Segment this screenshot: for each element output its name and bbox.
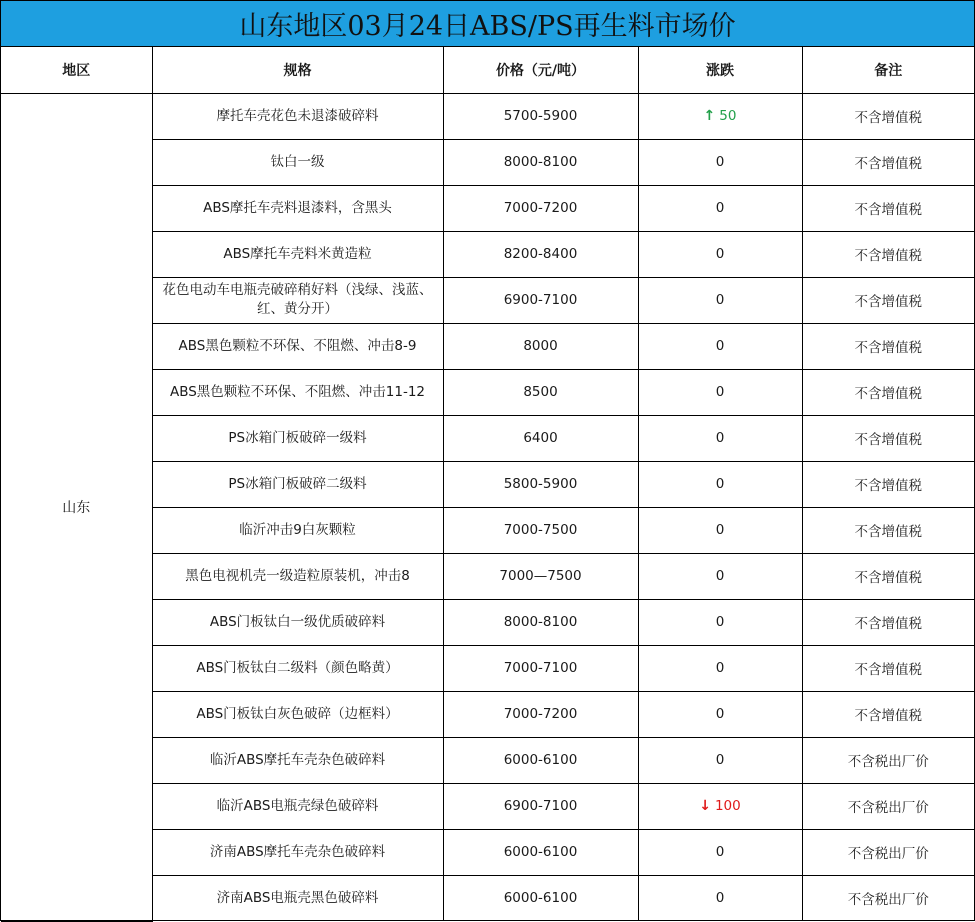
header-note: 备注 [802,47,974,93]
spec-cell: 钛白一级 [152,139,443,185]
change-cell: 0 [638,737,802,783]
note-cell: 不含增值税 [802,323,974,369]
note-cell: 不含增值税 [802,645,974,691]
change-cell: 0 [638,369,802,415]
price-cell: 8000-8100 [443,599,638,645]
price-cell: 8500 [443,369,638,415]
spec-cell: 摩托车壳花色未退漆破碎料 [152,93,443,139]
price-cell: 6000-6100 [443,829,638,875]
spec-cell: ABS门板钛白一级优质破碎料 [152,599,443,645]
header-change: 涨跌 [638,47,802,93]
price-cell: 6900-7100 [443,783,638,829]
spec-cell: 济南ABS摩托车壳杂色破碎料 [152,829,443,875]
price-cell: 5800-5900 [443,461,638,507]
note-cell: 不含增值税 [802,139,974,185]
spec-cell: ABS门板钛白二级料（颜色略黄） [152,645,443,691]
note-cell: 不含增值税 [802,691,974,737]
region-cell: 山东 [1,93,152,921]
spec-cell: 黑色电视机壳一级造粒原装机，冲击8 [152,553,443,599]
note-cell: 不含增值税 [802,185,974,231]
change-cell [638,783,802,829]
price-table [1,47,974,922]
price-cell: 8000-8100 [443,139,638,185]
price-cell: 6400 [443,415,638,461]
change-cell: 0 [638,461,802,507]
change-cell: 0 [638,507,802,553]
note-cell: 不含增值税 [802,553,974,599]
note-cell: 不含增值税 [802,277,974,323]
spec-cell: ABS黑色颗粒不环保、不阻燃、冲击8-9 [152,323,443,369]
table-row [1,93,974,139]
note-cell: 不含增值税 [802,369,974,415]
note-cell: 不含增值税 [802,507,974,553]
price-cell: 7000—7500 [443,553,638,599]
spec-cell: PS冰箱门板破碎一级料 [152,415,443,461]
note-cell: 不含税出厂价 [802,875,974,921]
change-cell: 0 [638,691,802,737]
note-cell: 不含增值税 [802,415,974,461]
spec-cell: ABS黑色颗粒不环保、不阻燃、冲击11-12 [152,369,443,415]
arrow-up-icon: ↑ [703,108,716,124]
note-cell: 不含增值税 [802,599,974,645]
price-cell: 6000-6100 [443,737,638,783]
change-cell: 0 [638,277,802,323]
price-cell: 5700-5900 [443,93,638,139]
header-price: 价格（元/吨） [443,47,638,93]
price-cell: 7000-7500 [443,507,638,553]
spec-cell: 临沂ABS摩托车壳杂色破碎料 [152,737,443,783]
note-cell: 不含增值税 [802,231,974,277]
change-cell [638,93,802,139]
note-cell: 不含增值税 [802,93,974,139]
change-cell: 0 [638,645,802,691]
change-cell: 0 [638,231,802,277]
price-cell: 7000-7100 [443,645,638,691]
note-cell: 不含税出厂价 [802,737,974,783]
header-row [1,47,974,93]
change-cell: 0 [638,599,802,645]
spec-cell: ABS摩托车壳料米黄造粒 [152,231,443,277]
note-cell: 不含税出厂价 [802,829,974,875]
change-cell: 0 [638,323,802,369]
spec-cell: PS冰箱门板破碎二级料 [152,461,443,507]
spec-cell: ABS门板钛白灰色破碎（边框料） [152,691,443,737]
price-cell: 8000 [443,323,638,369]
sheet-title: 山东地区03月24日ABS/PS再生料市场价 [1,1,974,47]
change-cell: 0 [638,553,802,599]
spec-cell: ABS摩托车壳料退漆料，含黑头 [152,185,443,231]
price-cell: 6900-7100 [443,277,638,323]
spec-cell: 临沂ABS电瓶壳绿色破碎料 [152,783,443,829]
change-cell: 0 [638,185,802,231]
spec-cell: 花色电动车电瓶壳破碎稍好料（浅绿、浅蓝、红、黄分开） [152,277,443,323]
price-cell: 7000-7200 [443,185,638,231]
header-spec: 规格 [152,47,443,93]
price-cell: 8200-8400 [443,231,638,277]
spec-cell: 临沂冲击9白灰颗粒 [152,507,443,553]
note-cell: 不含增值税 [802,461,974,507]
price-cell: 7000-7200 [443,691,638,737]
note-cell: 不含税出厂价 [802,783,974,829]
change-cell: 0 [638,139,802,185]
change-value: 50 [719,108,737,124]
spec-cell: 济南ABS电瓶壳黑色破碎料 [152,875,443,921]
change-value: 100 [714,798,741,814]
change-cell: 0 [638,875,802,921]
arrow-down-icon: ↓ [699,798,711,814]
change-cell: 0 [638,829,802,875]
header-region: 地区 [1,47,152,93]
change-cell: 0 [638,415,802,461]
price-cell: 6000-6100 [443,875,638,921]
